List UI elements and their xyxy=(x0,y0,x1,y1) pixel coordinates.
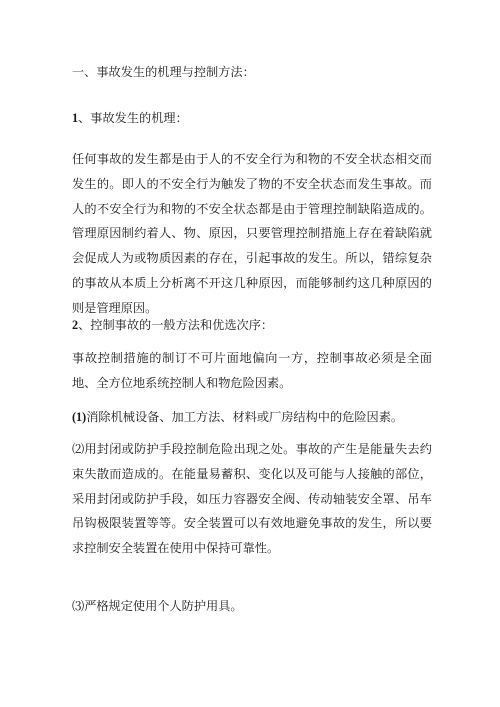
section-1-paragraph: 任何事故的发生都是由于人的不安全行为和物的不安全状态相交而发生的。即人的不安全行为触发了物的不安全状态而发生事故。而人的不安全行为和物的不安全状态都是由于管理控制缺陷造成的。管理原因制约着人、物、原因，只要管理控制措施上存在着缺陷就会促成人为或物质因素的存在，引起事故的发生。所以，错综复杂的事故从本质上分析离不开这几种原因，而能够制约这几种原因的则是管理原因。 xyxy=(72,152,432,315)
section-1-heading xyxy=(72,110,432,126)
section-2-title: 、控制事故的一般方法和优选次序： xyxy=(78,318,274,332)
list-item-2 xyxy=(72,437,432,561)
list-item-1 xyxy=(72,405,432,430)
section-1-number: 1 xyxy=(72,111,79,125)
list-item-2-text: 用封闭或防护手段控制危险出现之处。事故的产生是能量失去约束失散而造成的。在能量易蓄积、变化以及可能与人接触的部位，采用封闭或防护手段，如压力容器安全阀、传动轴装安全罩、吊车吊钩极限装置等等。安全装置可以有效地避免事故的发生，所以要求控制安全装置在使用中保持可靠性。 xyxy=(72,442,432,556)
list-item-3 xyxy=(72,594,432,619)
section-2-number: 2 xyxy=(72,318,79,332)
list-item-2-number: ⑵ xyxy=(72,442,85,456)
section-2-heading xyxy=(72,317,432,333)
list-item-3-text: 严格规定使用个人防护用具。 xyxy=(84,599,243,613)
list-item-1-text: 消除机械设备、加工方法、材料或厂房结构中的危险因素。 xyxy=(86,410,404,424)
main-heading: 一、事故发生的机理与控制方法： xyxy=(72,65,255,79)
section-1-title: 、事故发生的机理： xyxy=(78,111,188,125)
section-2-paragraph: 事故控制措施的制订不可片面地偏向一方，控制事故必须是全面地、全方位地系统控制人和物危险因素。 xyxy=(72,351,432,390)
list-item-3-number: ⑶ xyxy=(72,599,85,613)
list-item-1-number: (1) xyxy=(72,410,87,424)
